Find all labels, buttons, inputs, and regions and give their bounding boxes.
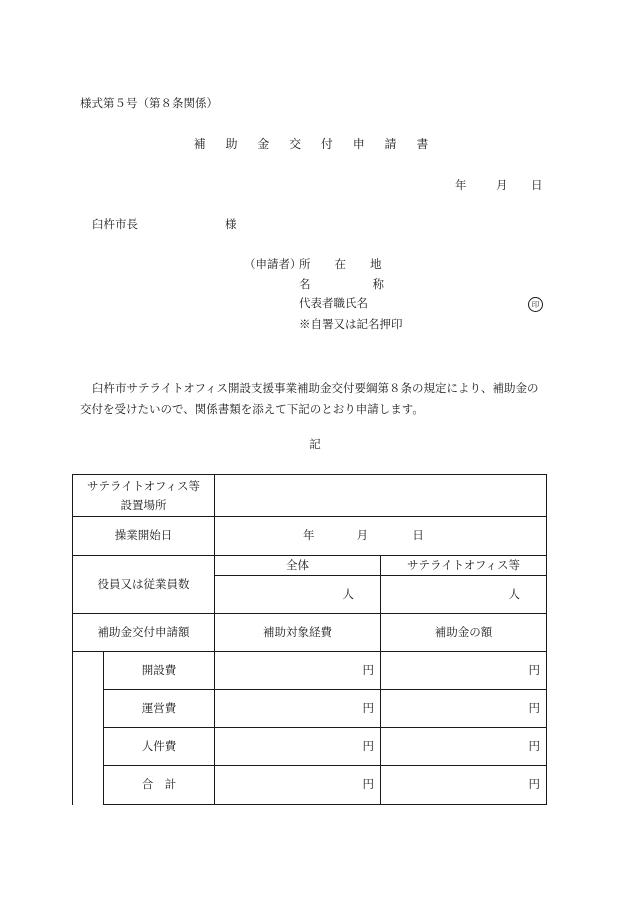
personnel-cost-field[interactable]: 円: [215, 728, 381, 766]
signature-note: ※自署又は記名押印: [299, 317, 403, 331]
address-label: 所在地: [299, 257, 406, 271]
table-row: [73, 517, 547, 556]
representative-label: 代表者職氏名: [299, 296, 368, 310]
start-date-label: 操業開始日: [73, 517, 215, 556]
table-row: [73, 475, 547, 517]
operating-cost-field[interactable]: 円: [215, 690, 381, 728]
location-label: サテライトオフィス等設置場所: [73, 475, 215, 517]
col-total-header: 全体: [215, 556, 381, 576]
start-date-field[interactable]: [215, 517, 547, 556]
submission-date: [455, 180, 543, 192]
opening-subsidy-field[interactable]: 円: [381, 652, 547, 690]
total-subsidy-field[interactable]: 円: [381, 766, 547, 805]
form-number: 様式第５号（第８条関係）: [80, 96, 218, 110]
col-subsidy-header: 補助金の額: [381, 614, 547, 652]
opening-cost-field[interactable]: 円: [215, 652, 381, 690]
col-satellite-header: サテライトオフィス等: [381, 556, 547, 576]
indent-spacer: [73, 652, 104, 805]
location-field[interactable]: [215, 475, 547, 517]
table-row: [73, 690, 547, 728]
application-table: [72, 474, 547, 805]
table-row: [73, 766, 547, 805]
date-year: 年: [455, 178, 467, 192]
personnel-subsidy-field[interactable]: 円: [381, 728, 547, 766]
honorific: 様: [225, 217, 237, 231]
ki-heading: 記: [309, 437, 321, 451]
start-date-day: 日: [412, 528, 424, 543]
total-cost-field[interactable]: 円: [215, 766, 381, 805]
name-label: 名称: [299, 277, 446, 291]
request-statement: 臼杵市サテライトオフィス開設支援事業補助金交付要綱第８条の規定により、補助金の交付を受けたいので、関係書類を添えて下記のとおり申請します。: [80, 381, 539, 416]
employees-label: 役員又は従業員数: [73, 556, 215, 614]
start-date-year: 年: [303, 528, 315, 543]
date-day: 日: [531, 178, 543, 192]
employees-total-field[interactable]: 人: [215, 576, 381, 614]
table-row: [73, 652, 547, 690]
row-label-total: 合 計: [104, 766, 215, 805]
table-row: [73, 614, 547, 652]
addressee: 臼杵市長: [92, 217, 138, 231]
table-row: [73, 556, 547, 576]
col-eligible-cost-header: 補助対象経費: [215, 614, 381, 652]
row-label-opening: 開設費: [104, 652, 215, 690]
row-label-personnel: 人件費: [104, 728, 215, 766]
employees-satellite-field[interactable]: 人: [381, 576, 547, 614]
row-label-operating: 運営費: [104, 690, 215, 728]
applicant-label: （申請者）: [244, 257, 302, 271]
seal-mark: 印: [528, 297, 543, 312]
start-date-month: 月: [356, 528, 369, 543]
document-title: 補 助 金 交 付 申 請 書: [193, 137, 437, 151]
operating-subsidy-field[interactable]: 円: [381, 690, 547, 728]
table-row: [73, 728, 547, 766]
date-month: 月: [496, 178, 508, 192]
amount-label: 補助金交付申請額: [73, 614, 215, 652]
